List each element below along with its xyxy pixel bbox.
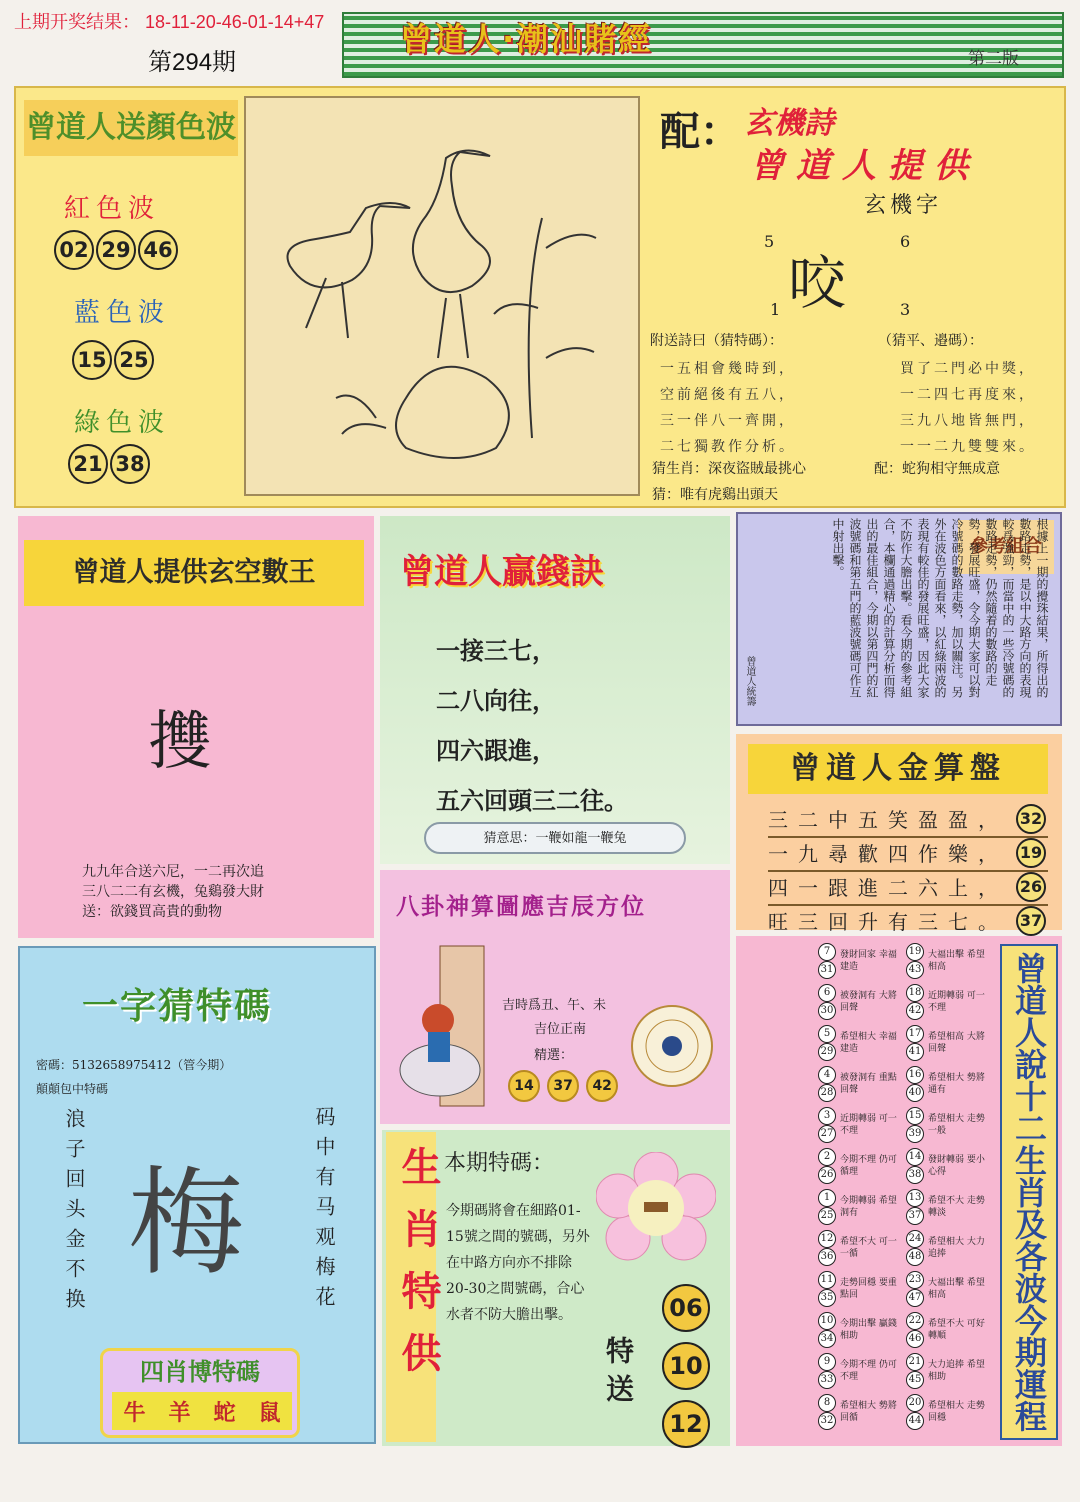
fortune-numbers [818, 1066, 836, 1102]
fortune-item [906, 1309, 998, 1350]
fortune-number: 29 [818, 1043, 836, 1061]
fortune-item [818, 1186, 904, 1227]
fortune-number: 19 [906, 943, 924, 961]
previous-result: 上期开奖结果： 18-11-20-46-01-14+47 [14, 12, 325, 32]
fortune-number: 40 [906, 1084, 924, 1102]
general-on-horse-illustration [396, 940, 500, 1116]
fortune-text: 大福出擊 希望相高 [928, 1277, 985, 1300]
win-money-line: 四六跟進， [436, 736, 556, 765]
fortune-number: 11 [818, 1271, 836, 1289]
fortune-text: 希望不大 走勢轉淡 [928, 1195, 985, 1218]
pick-ball: 37 [547, 1070, 579, 1102]
guess-zodiac: 猜生肖：深夜盜賊最挑心 [652, 461, 806, 477]
fortune-number: 36 [818, 1248, 836, 1266]
blue-wave-numbers [72, 340, 156, 380]
auspicious-time: 吉時爲丑、午、未 [502, 998, 607, 1013]
green-ball: 38 [110, 444, 150, 484]
fortune-text: 發財轉弱 要小心得 [928, 1154, 985, 1177]
fortune-text: 今期出擊 贏錢相助 [840, 1318, 897, 1341]
fortune-number: 6 [818, 984, 836, 1002]
fortune-numbers [906, 1230, 924, 1266]
red-wave-label: 紅色波 [64, 194, 161, 224]
fortune-number: 39 [906, 1125, 924, 1143]
fortune-number: 22 [906, 1312, 924, 1330]
banner-title: 曾道人·潮汕賭經 [400, 20, 653, 58]
abacus-text: 一九尋歡四作樂， [768, 842, 1008, 866]
poem-line: 空前絕後有五八， [660, 387, 796, 403]
zodiac-special-numbers [662, 1284, 708, 1448]
red-ball: 02 [54, 230, 94, 270]
fortune-number: 30 [818, 1002, 836, 1020]
fortune-numbers [906, 1271, 924, 1307]
fortune-item [818, 940, 904, 981]
abacus-text: 三二中五笑盈盈， [768, 808, 1008, 832]
fortune-number: 1 [818, 1189, 836, 1207]
number-king-line: 九九年合送六尼，一二再次追 [82, 864, 264, 880]
fortune-item [818, 1391, 904, 1432]
fortune-numbers [818, 1025, 836, 1061]
fortune-item [906, 981, 998, 1022]
fortune-numbers [906, 1066, 924, 1102]
abacus-number: 32 [1016, 804, 1046, 834]
bagua-title: 八卦神算圖應吉辰方位 [396, 894, 646, 920]
abacus-number: 37 [1016, 906, 1046, 936]
blue-wave-label: 藍色波 [74, 298, 171, 328]
fortune-item [818, 1227, 904, 1268]
fortune-numbers [818, 1312, 836, 1348]
pair-line: 配：蛇狗相守無成意 [874, 461, 1000, 477]
fortune-number: 17 [906, 1025, 924, 1043]
number-king-lines [82, 862, 264, 922]
fortune-number: 23 [906, 1271, 924, 1289]
pick-ball: 14 [508, 1070, 540, 1102]
fortune-text: 發財回家 幸福建造 [840, 949, 897, 972]
fortune-numbers [906, 984, 924, 1020]
fortune-item [906, 1350, 998, 1391]
fortune-text: 希望相大 幸福建造 [840, 1031, 897, 1054]
left-poem [660, 356, 796, 460]
right-poem [900, 356, 1036, 460]
abacus-row [768, 838, 1048, 872]
fortune-text: 被發洞有 重點回聲 [840, 1072, 897, 1095]
fortune-number: 12 [818, 1230, 836, 1248]
guess-line: 猜：唯有虎鷄出頭天 [652, 487, 778, 503]
fortune-number: 27 [818, 1125, 836, 1143]
abacus-title: 曾道人金算盤 [748, 744, 1048, 794]
fortune-text: 大福出擊 希望相高 [928, 949, 985, 972]
crane-painting [244, 96, 640, 496]
fortune-numbers [906, 1394, 924, 1430]
ox-flower-icon [596, 1152, 716, 1262]
fortune-text: 今期轉弱 希望洞有 [840, 1195, 897, 1218]
fortune-number: 18 [906, 984, 924, 1002]
four-zodiac-title: 四肖博特碼 [140, 1358, 260, 1386]
fortune-item [906, 1063, 998, 1104]
mystery-char-label: 玄機字 [864, 193, 943, 218]
fortune-number: 4 [818, 1066, 836, 1084]
fortune-number: 44 [906, 1412, 924, 1430]
fortune-number: 5 [818, 1025, 836, 1043]
fortune-text: 走勢回穩 要重點回 [840, 1277, 897, 1300]
zodiac-animal: 鼠 [258, 1400, 281, 1426]
fortune-text: 希望相高 大將回聲 [928, 1031, 985, 1054]
fortune-numbers [818, 984, 836, 1020]
fortune-numbers [818, 1189, 836, 1225]
one-char-title: 一字猜特碼 [82, 986, 273, 1027]
poem-line: 三九八地皆無門， [900, 413, 1036, 429]
zodiac-special-heading: 本期特碼： [444, 1151, 555, 1176]
fortune-text: 希望相大 走勢回穩 [928, 1400, 985, 1423]
mystery-char: 咬 [788, 249, 847, 317]
fortune-item [906, 1186, 998, 1227]
abacus-text: 旺三回升有三七。 [768, 910, 1008, 934]
abacus-row [768, 804, 1048, 838]
red-wave-numbers [54, 230, 180, 270]
fortune-numbers [906, 1189, 924, 1225]
poem-line: 三一伴八一齊開， [660, 413, 796, 429]
auspicious-direction: 吉位正南 [534, 1022, 587, 1037]
fortune-number: 8 [818, 1394, 836, 1412]
fortune-number: 21 [906, 1353, 924, 1371]
one-char-left-column: 浪子回头金不换 [62, 1108, 86, 1318]
right-poem-heading: （猜平、邉碼）： [878, 333, 983, 349]
number-king-glyph: 㩳 [148, 705, 212, 779]
fortune-number: 14 [906, 1148, 924, 1166]
fortune-numbers [818, 1353, 836, 1389]
poem-line: 一五相會幾時到， [660, 361, 796, 377]
four-zodiac-animals [112, 1392, 292, 1430]
green-wave-numbers [68, 444, 152, 484]
green-ball: 21 [68, 444, 108, 484]
fortune-text: 希望相大 勢將回循 [840, 1400, 897, 1423]
abacus-row [768, 872, 1048, 906]
crane-illustration [246, 98, 638, 494]
win-money-verse [436, 626, 628, 826]
fortune-number: 34 [818, 1330, 836, 1348]
fortune-number: 41 [906, 1043, 924, 1061]
win-money-line: 一接三七， [436, 636, 556, 665]
poem-provider: 曾道人提供 [750, 146, 980, 186]
fortune-numbers [818, 943, 836, 979]
fortune-number: 20 [906, 1394, 924, 1412]
fortune-item [906, 1227, 998, 1268]
win-money-line: 二八向往， [436, 686, 556, 715]
fortune-item [818, 981, 904, 1022]
number-king-title: 曾道人提供玄空數王 [24, 540, 364, 606]
fortune-item [906, 1391, 998, 1432]
fortune-numbers [818, 1148, 836, 1184]
fortune-number: 26 [818, 1166, 836, 1184]
blue-ball: 25 [114, 340, 154, 380]
fortune-number: 32 [818, 1412, 836, 1430]
special-ball: 12 [662, 1400, 710, 1448]
fortune-number: 35 [818, 1289, 836, 1307]
combo-text: 根據上一期的攪珠結果，所得出的數路走勢，是以中大路方向的表現較爲強勁，而當中的一些冷號碼的數路走勢，仍然隨着的數路的走勢，發展旺盛，令今期大家可以對冷號碼的數路走勢，加以關注。另外在波色方面看來，以紅綠兩波的表現有較佳的發展旺盛，因此大家不防作大膽出擊。看今期的參考組合，本欄通過精心的計算分析而得出的最佳組合，今期以第四門的紅波號碼和第五門的藍波號碼可作互中射出擊。 [831, 518, 1049, 698]
fortune-left-column [818, 940, 904, 1432]
blue-ball: 15 [72, 340, 112, 380]
fortune-item [906, 1022, 998, 1063]
fortune-item [818, 1268, 904, 1309]
fortune-text: 近期轉弱 可一不理 [840, 1113, 897, 1136]
fortune-item [818, 1145, 904, 1186]
red-ball: 46 [138, 230, 178, 270]
fortune-number: 33 [818, 1371, 836, 1389]
abacus-rows [768, 804, 1048, 940]
win-money-line: 五六回頭三二往。 [436, 786, 628, 815]
special-ball: 06 [662, 1284, 710, 1332]
edition-label: 第二版 [968, 49, 1019, 69]
abacus-text: 四一跟進二六上， [768, 876, 1008, 900]
abacus-number: 26 [1016, 872, 1046, 902]
fortune-number: 38 [906, 1166, 924, 1184]
fortune-number: 46 [906, 1330, 924, 1348]
combo-sign: 曾道人統籌 [744, 656, 755, 706]
poem-line: 一二四七再度來， [900, 387, 1036, 403]
win-money-title: 曾道人贏錢訣 [400, 552, 604, 592]
bagua-picks [508, 1070, 620, 1102]
fortune-number: 13 [906, 1189, 924, 1207]
fortune-number: 9 [818, 1353, 836, 1371]
bagua-compass-icon [630, 1004, 714, 1088]
one-char-right-column: 码中有马观梅花 [312, 1106, 336, 1316]
special-ball: 10 [662, 1342, 710, 1390]
fortune-text: 被發洞有 大將回聲 [840, 990, 897, 1013]
fortune-item [906, 1104, 998, 1145]
one-char-note: 顛顛包中特碼 [36, 1082, 109, 1096]
fortune-number: 16 [906, 1066, 924, 1084]
fortune-text: 今期不理 仍可不理 [840, 1359, 897, 1382]
one-char-glyph: 梅 [128, 1156, 244, 1291]
fortune-text: 希望不大 可一一循 [840, 1236, 897, 1259]
fortune-item [818, 1104, 904, 1145]
abacus-number: 19 [1016, 838, 1046, 868]
fortune-number: 7 [818, 943, 836, 961]
fortune-numbers [906, 1312, 924, 1348]
fortune-item [906, 940, 998, 981]
one-char-code: 密碼：5132658975412（管今期） [36, 1058, 232, 1072]
pick-label: 精選： [534, 1048, 574, 1063]
abacus-row [768, 906, 1048, 940]
poem-line: 買了二門必中獎， [900, 361, 1036, 377]
fortune-numbers [906, 1107, 924, 1143]
zodiac-animal: 蛇 [213, 1400, 236, 1426]
fortune-numbers [818, 1394, 836, 1430]
color-wave-title: 曾道人送顏色波 [24, 100, 238, 156]
zodiac-special-send-label: 特送 [602, 1336, 635, 1412]
fortune-item [906, 1268, 998, 1309]
fortune-number: 47 [906, 1289, 924, 1307]
fortune-item [818, 1350, 904, 1391]
fortune-numbers [906, 1148, 924, 1184]
fortune-number: 48 [906, 1248, 924, 1266]
num-top-left: 5 [764, 232, 775, 251]
fortune-item [906, 1145, 998, 1186]
fortune-text: 希望相大 走勢一般 [928, 1113, 985, 1136]
fortune-numbers [906, 943, 924, 979]
fortune-right-column [906, 940, 998, 1432]
win-money-hint: 猜意思：一鞭如龍一鞭兔 [424, 822, 686, 854]
fortune-number: 45 [906, 1371, 924, 1389]
fortune-number: 25 [818, 1207, 836, 1225]
fortune-title: 曾道人說十二生肖及各波今期運程 [1000, 944, 1058, 1440]
fortune-text: 大力追捧 希望相助 [928, 1359, 985, 1382]
issue-number: 第294期 [148, 49, 237, 76]
combo-title: 參考組合 [958, 520, 1054, 574]
num-top-right: 6 [900, 232, 911, 251]
fortune-number: 10 [818, 1312, 836, 1330]
fortune-number: 15 [906, 1107, 924, 1125]
fortune-numbers [818, 1107, 836, 1143]
fortune-text: 近期轉弱 可一不理 [928, 990, 985, 1013]
zodiac-special-body: 今期碼將會在細路01-15號之間的號碼，另外在中路方向亦不排除20-30之間號碼，合心水者不防大膽出擊。 [446, 1203, 590, 1323]
num-bottom-left: 1 [770, 300, 781, 319]
fortune-number: 31 [818, 961, 836, 979]
poem-title: 玄機詩 [744, 106, 834, 141]
fortune-numbers [818, 1230, 836, 1266]
zodiac-animal: 牛 [123, 1400, 146, 1426]
number-king-line: 三八二二有玄機，兔鷄發大財 [82, 884, 264, 900]
fortune-number: 3 [818, 1107, 836, 1125]
zodiac-special-side-title: 生肖特供 [395, 1146, 441, 1394]
fortune-number: 37 [906, 1207, 924, 1225]
fortune-item [818, 1022, 904, 1063]
left-poem-heading: 附送詩曰（猜特碼）： [650, 333, 783, 349]
fortune-number: 43 [906, 961, 924, 979]
pick-ball: 42 [586, 1070, 618, 1102]
fortune-text: 希望相大 大力追捧 [928, 1236, 985, 1259]
fortune-text: 今期不理 仍可循理 [840, 1154, 897, 1177]
poem-line: 二七獨教作分析。 [660, 439, 796, 455]
fortune-number: 2 [818, 1148, 836, 1166]
fortune-item [818, 1309, 904, 1350]
red-ball: 29 [96, 230, 136, 270]
green-wave-label: 綠色波 [74, 408, 171, 438]
fortune-item [818, 1063, 904, 1104]
num-bottom-right: 3 [900, 300, 911, 319]
fortune-text: 希望不大 可好轉順 [928, 1318, 985, 1341]
number-king-line: 送：欲錢買高貴的動物 [82, 904, 222, 920]
pair-label: 配： [660, 109, 740, 155]
fortune-numbers [818, 1271, 836, 1307]
fortune-numbers [906, 1025, 924, 1061]
fortune-number: 24 [906, 1230, 924, 1248]
fortune-number: 28 [818, 1084, 836, 1102]
fortune-number: 42 [906, 1002, 924, 1020]
fortune-text: 希望相大 勢將通有 [928, 1072, 985, 1095]
poem-line: 一一二九雙雙來。 [900, 439, 1036, 455]
zodiac-animal: 羊 [168, 1400, 191, 1426]
fortune-numbers [906, 1353, 924, 1389]
